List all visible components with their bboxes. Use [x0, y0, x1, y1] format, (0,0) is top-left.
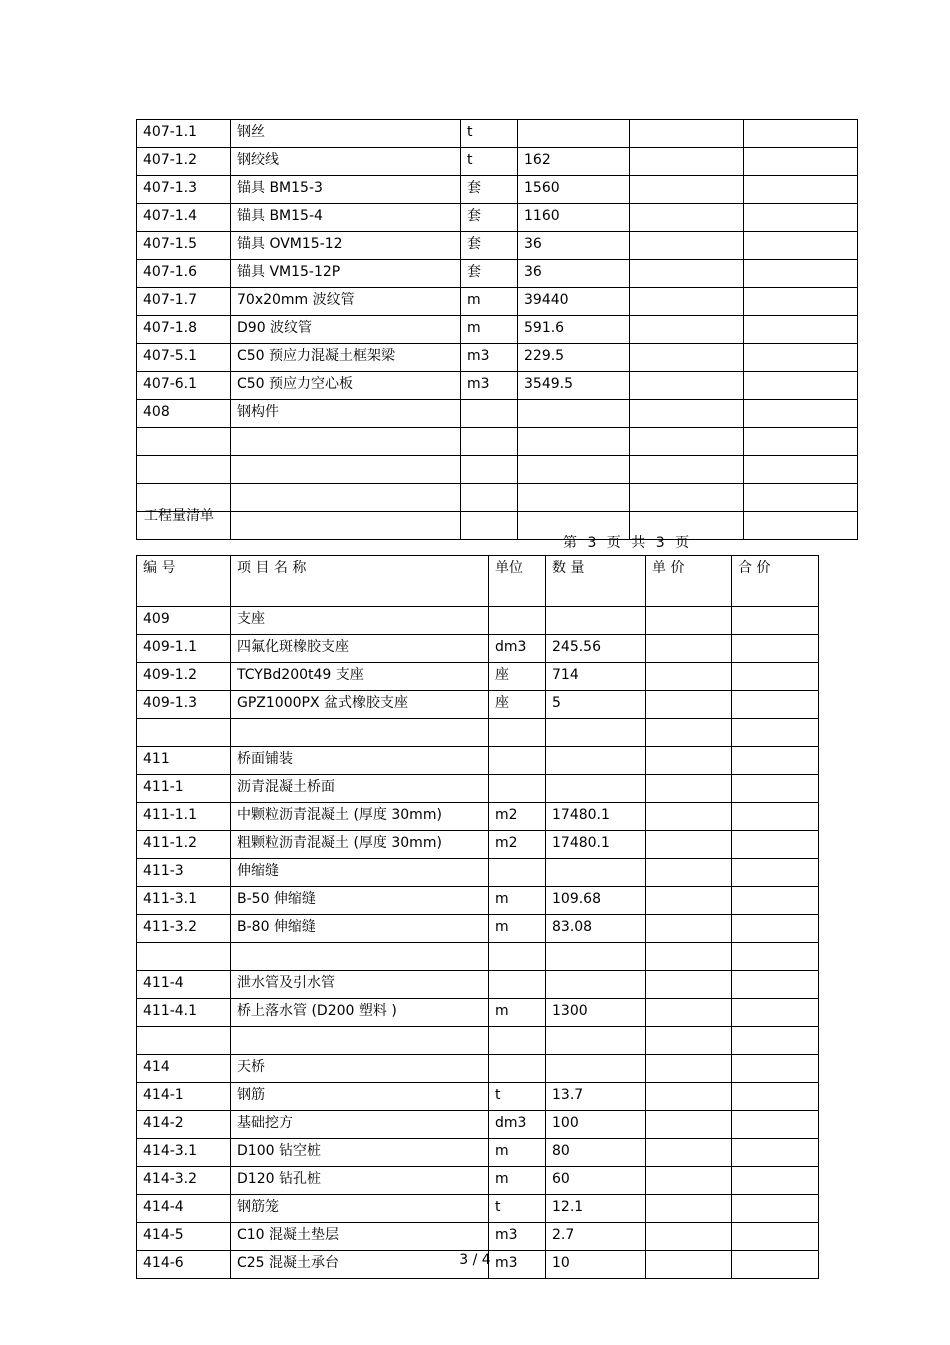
- table-cell: C50 预应力混凝土框架梁: [231, 344, 461, 372]
- page-info: 第 3 页 共 3 页: [563, 535, 690, 551]
- table-cell: [744, 204, 858, 232]
- table-cell: m3: [461, 372, 518, 400]
- quantity-table: [136, 555, 819, 1279]
- table-row: [137, 204, 858, 232]
- table-cell: [231, 456, 461, 484]
- table-cell: [630, 372, 744, 400]
- table-cell: [630, 484, 744, 512]
- table-cell: [489, 943, 546, 971]
- table-cell: [630, 288, 744, 316]
- table-cell: [744, 456, 858, 484]
- table-cell: [732, 887, 819, 915]
- table-cell: [630, 232, 744, 260]
- table-cell: 411-1.1: [137, 803, 231, 831]
- table-cell: [231, 1027, 489, 1055]
- table-cell: 411-4.1: [137, 999, 231, 1027]
- table-cell: [630, 344, 744, 372]
- table-cell: [732, 635, 819, 663]
- table-cell: [231, 512, 461, 540]
- table-cell: [744, 484, 858, 512]
- table-cell: [732, 1139, 819, 1167]
- table-cell: D120 钻孔桩: [231, 1167, 489, 1195]
- table-cell: [732, 1223, 819, 1251]
- table-cell: 407-6.1: [137, 372, 231, 400]
- table-row: [137, 484, 858, 512]
- table-cell: 1160: [518, 204, 630, 232]
- table-cell: [646, 859, 732, 887]
- table-cell: [646, 831, 732, 859]
- table-cell: [137, 1027, 231, 1055]
- table-cell: 座: [489, 691, 546, 719]
- table-cell: [461, 400, 518, 428]
- table-cell: 钢构件: [231, 400, 461, 428]
- table-cell: [489, 1055, 546, 1083]
- table-cell: D100 钻空桩: [231, 1139, 489, 1167]
- table-cell: 基础挖方: [231, 1111, 489, 1139]
- table-cell: 411-3.2: [137, 915, 231, 943]
- table-row: [137, 1111, 819, 1139]
- table-cell: [630, 428, 744, 456]
- table-cell: 411-3: [137, 859, 231, 887]
- table-cell: 锚具 BM15-4: [231, 204, 461, 232]
- table-cell: [546, 719, 646, 747]
- table-cell: [630, 316, 744, 344]
- table-cell: [646, 1027, 732, 1055]
- table-cell: 407-1.6: [137, 260, 231, 288]
- table-cell: B-80 伸缩缝: [231, 915, 489, 943]
- table-cell: t: [461, 148, 518, 176]
- table-cell: dm3: [489, 635, 546, 663]
- table-cell: 座: [489, 663, 546, 691]
- table-cell: t: [489, 1195, 546, 1223]
- table-cell: [518, 456, 630, 484]
- table-row: [137, 512, 858, 540]
- table-cell: [744, 232, 858, 260]
- table-row: [137, 1055, 819, 1083]
- table-cell: 409-1.1: [137, 635, 231, 663]
- table-cell: [744, 428, 858, 456]
- table-row: [137, 1139, 819, 1167]
- table-cell: 414-3.1: [137, 1139, 231, 1167]
- table-row: [137, 344, 858, 372]
- table-cell: 17480.1: [546, 803, 646, 831]
- table-row: [137, 260, 858, 288]
- table-cell: m: [489, 915, 546, 943]
- table-cell: 12.1: [546, 1195, 646, 1223]
- table-row: [137, 1195, 819, 1223]
- table-row: [137, 232, 858, 260]
- table-cell: 39440: [518, 288, 630, 316]
- table-row: [137, 915, 819, 943]
- table-cell: 409-1.3: [137, 691, 231, 719]
- table-cell: 414-1: [137, 1083, 231, 1111]
- table-cell: [630, 120, 744, 148]
- table-row: [137, 1027, 819, 1055]
- table-cell: 414-2: [137, 1111, 231, 1139]
- table-cell: [630, 260, 744, 288]
- table-cell: 407-1.2: [137, 148, 231, 176]
- table-cell: 天桥: [231, 1055, 489, 1083]
- table-row: [137, 1167, 819, 1195]
- table-cell: 83.08: [546, 915, 646, 943]
- table-cell: 套: [461, 260, 518, 288]
- table-cell: 162: [518, 148, 630, 176]
- table-cell: [546, 971, 646, 999]
- table-cell: [489, 747, 546, 775]
- table-cell: 钢丝: [231, 120, 461, 148]
- table-cell: 407-1.1: [137, 120, 231, 148]
- table-cell: 414-6: [137, 1251, 231, 1279]
- table-cell: [744, 176, 858, 204]
- table-row: [137, 316, 858, 344]
- table-cell: 2.7: [546, 1223, 646, 1251]
- table-cell: m: [461, 288, 518, 316]
- table-row: [137, 859, 819, 887]
- table-cell: [630, 204, 744, 232]
- table-cell: [646, 607, 732, 635]
- table-cell: 407-1.8: [137, 316, 231, 344]
- table-cell: [646, 971, 732, 999]
- table-cell: t: [489, 1083, 546, 1111]
- table-cell: 70x20mm 波纹管: [231, 288, 461, 316]
- table-cell: 407-1.7: [137, 288, 231, 316]
- table-row: [137, 428, 858, 456]
- table-cell: [646, 1055, 732, 1083]
- table-cell: 17480.1: [546, 831, 646, 859]
- table-cell: 591.6: [518, 316, 630, 344]
- table-cell: m: [489, 887, 546, 915]
- table-cell: m: [461, 316, 518, 344]
- table-cell: [744, 288, 858, 316]
- table-cell: [231, 484, 461, 512]
- table-cell: C25 混凝土承台: [231, 1251, 489, 1279]
- table-cell: 1300: [546, 999, 646, 1027]
- table-cell: [646, 775, 732, 803]
- table-cell: [646, 635, 732, 663]
- table-cell: 407-1.3: [137, 176, 231, 204]
- table-cell: 411-4: [137, 971, 231, 999]
- header-cell: 单 价: [646, 556, 732, 607]
- table-cell: [231, 719, 489, 747]
- table-row: [137, 148, 858, 176]
- header-cell: 数 量: [546, 556, 646, 607]
- table-cell: [646, 1195, 732, 1223]
- table-cell: 锚具 BM15-3: [231, 176, 461, 204]
- table-cell: [732, 943, 819, 971]
- table-cell: [732, 691, 819, 719]
- table-cell: 钢绞线: [231, 148, 461, 176]
- table-cell: [732, 1111, 819, 1139]
- table-cell: 四氟化斑橡胶支座: [231, 635, 489, 663]
- table-cell: [489, 719, 546, 747]
- table-cell: m3: [489, 1223, 546, 1251]
- table-row: [137, 943, 819, 971]
- table-cell: 407-5.1: [137, 344, 231, 372]
- table-row: [137, 719, 819, 747]
- header-cell: 合 价: [732, 556, 819, 607]
- table-cell: 714: [546, 663, 646, 691]
- table-header-row: [137, 556, 819, 607]
- table-cell: 泄水管及引水管: [231, 971, 489, 999]
- table-cell: [732, 859, 819, 887]
- table-cell: [546, 747, 646, 775]
- table-cell: 锚具 VM15-12P: [231, 260, 461, 288]
- table-cell: 411-3.1: [137, 887, 231, 915]
- table-row: [137, 831, 819, 859]
- table-cell: 80: [546, 1139, 646, 1167]
- table-cell: [732, 1167, 819, 1195]
- table-cell: [732, 775, 819, 803]
- table-cell: [744, 316, 858, 344]
- table-cell: [732, 1055, 819, 1083]
- header-cell: 单位: [489, 556, 546, 607]
- table-cell: 钢筋笼: [231, 1195, 489, 1223]
- table-cell: [137, 456, 231, 484]
- table-cell: [732, 803, 819, 831]
- table-cell: [630, 456, 744, 484]
- table-cell: 414: [137, 1055, 231, 1083]
- table-cell: 支座: [231, 607, 489, 635]
- quantity-table-continued: [136, 119, 858, 540]
- table-cell: 414-5: [137, 1223, 231, 1251]
- table-cell: [461, 484, 518, 512]
- table-cell: [744, 148, 858, 176]
- table-cell: m3: [461, 344, 518, 372]
- table-row: [137, 635, 819, 663]
- table-row: [137, 747, 819, 775]
- table-cell: 411-1: [137, 775, 231, 803]
- table-cell: C10 混凝土垫层: [231, 1223, 489, 1251]
- table-cell: [546, 859, 646, 887]
- table-row: [137, 400, 858, 428]
- table-cell: [630, 176, 744, 204]
- table-cell: 3549.5: [518, 372, 630, 400]
- table-cell: [646, 999, 732, 1027]
- table-cell: 408: [137, 400, 231, 428]
- table-cell: [646, 943, 732, 971]
- table-cell: 沥青混凝土桥面: [231, 775, 489, 803]
- table-cell: [732, 1027, 819, 1055]
- table-cell: [489, 1027, 546, 1055]
- table-cell: [744, 120, 858, 148]
- table-cell: B-50 伸缩缝: [231, 887, 489, 915]
- table-cell: [231, 943, 489, 971]
- table-cell: [518, 120, 630, 148]
- table-cell: 36: [518, 260, 630, 288]
- table-cell: [518, 484, 630, 512]
- table-cell: TCYBd200t49 支座: [231, 663, 489, 691]
- table-cell: [461, 512, 518, 540]
- table-cell: [646, 1083, 732, 1111]
- table-cell: [646, 887, 732, 915]
- table-cell: 伸缩缝: [231, 859, 489, 887]
- table-row: [137, 999, 819, 1027]
- table-cell: 5: [546, 691, 646, 719]
- table-cell: [732, 607, 819, 635]
- table-cell: [489, 775, 546, 803]
- table-cell: [137, 719, 231, 747]
- table-cell: [461, 428, 518, 456]
- table-row: [137, 803, 819, 831]
- table-cell: [646, 1223, 732, 1251]
- table-cell: 109.68: [546, 887, 646, 915]
- table-cell: [646, 691, 732, 719]
- table-cell: [630, 400, 744, 428]
- table-cell: [546, 1027, 646, 1055]
- table-cell: m3: [489, 1251, 546, 1279]
- table-cell: dm3: [489, 1111, 546, 1139]
- table-cell: C50 预应力空心板: [231, 372, 461, 400]
- table-cell: 粗颗粒沥青混凝土 (厚度 30mm): [231, 831, 489, 859]
- table-cell: [646, 747, 732, 775]
- table-cell: t: [461, 120, 518, 148]
- table-cell: m: [489, 999, 546, 1027]
- table-cell: 套: [461, 176, 518, 204]
- table-cell: [546, 607, 646, 635]
- table-cell: [646, 663, 732, 691]
- table-row: [137, 1223, 819, 1251]
- table-cell: m: [489, 1139, 546, 1167]
- table-cell: [489, 859, 546, 887]
- table-cell: [518, 400, 630, 428]
- table-cell: [546, 1055, 646, 1083]
- table-row: [137, 120, 858, 148]
- table-cell: 钢筋: [231, 1083, 489, 1111]
- table-cell: m: [489, 1167, 546, 1195]
- table-cell: [732, 915, 819, 943]
- table-cell: [646, 719, 732, 747]
- table-cell: 桥上落水管 (D200 塑料 ): [231, 999, 489, 1027]
- header-cell: 项 目 名 称: [231, 556, 489, 607]
- table-cell: [489, 607, 546, 635]
- table-cell: D90 波纹管: [231, 316, 461, 344]
- table-row: [137, 971, 819, 999]
- table-cell: [744, 400, 858, 428]
- table-cell: [630, 148, 744, 176]
- table-cell: [646, 1111, 732, 1139]
- table-cell: [518, 428, 630, 456]
- table-cell: 414-4: [137, 1195, 231, 1223]
- table-cell: 套: [461, 232, 518, 260]
- table-cell: [231, 428, 461, 456]
- table-cell: [732, 1083, 819, 1111]
- table-cell: [732, 1195, 819, 1223]
- table-row: [137, 1083, 819, 1111]
- table-cell: [732, 971, 819, 999]
- table-cell: [732, 999, 819, 1027]
- table-cell: 1560: [518, 176, 630, 204]
- table-cell: m2: [489, 831, 546, 859]
- page-number: 3 / 4: [459, 1252, 491, 1268]
- table-cell: GPZ1000PX 盆式橡胶支座: [231, 691, 489, 719]
- table-cell: [137, 428, 231, 456]
- table-cell: [646, 803, 732, 831]
- table-cell: 36: [518, 232, 630, 260]
- table-cell: [461, 456, 518, 484]
- table-row: [137, 691, 819, 719]
- table-cell: 245.56: [546, 635, 646, 663]
- table-cell: 407-1.4: [137, 204, 231, 232]
- table-cell: [489, 971, 546, 999]
- table-row: [137, 456, 858, 484]
- table-cell: [546, 775, 646, 803]
- table-cell: 409-1.2: [137, 663, 231, 691]
- table-cell: [546, 943, 646, 971]
- table-cell: [732, 831, 819, 859]
- table-cell: [646, 1167, 732, 1195]
- table-row: [137, 372, 858, 400]
- table-cell: [744, 372, 858, 400]
- table-cell: [732, 719, 819, 747]
- table-cell: 13.7: [546, 1083, 646, 1111]
- table-cell: 中颗粒沥青混凝土 (厚度 30mm): [231, 803, 489, 831]
- table-row: [137, 663, 819, 691]
- table-cell: [744, 512, 858, 540]
- table-cell: 10: [546, 1251, 646, 1279]
- table-cell: 60: [546, 1167, 646, 1195]
- table-cell: [732, 747, 819, 775]
- table-cell: m2: [489, 803, 546, 831]
- table-cell: 407-1.5: [137, 232, 231, 260]
- table-cell: [646, 915, 732, 943]
- table-cell: 229.5: [518, 344, 630, 372]
- section-title: 工程量清单: [144, 508, 214, 524]
- header-cell: 编 号: [137, 556, 231, 607]
- table-row: [137, 775, 819, 803]
- table-cell: 锚具 OVM15-12: [231, 232, 461, 260]
- table-row: [137, 288, 858, 316]
- table-cell: [744, 260, 858, 288]
- table-cell: 桥面铺装: [231, 747, 489, 775]
- table-row: [137, 887, 819, 915]
- table-cell: 411-1.2: [137, 831, 231, 859]
- table-cell: 409: [137, 607, 231, 635]
- table-cell: [732, 663, 819, 691]
- table-cell: [646, 1139, 732, 1167]
- table-cell: [744, 344, 858, 372]
- table-cell: [137, 943, 231, 971]
- table-row: [137, 607, 819, 635]
- table-cell: 411: [137, 747, 231, 775]
- table-cell: 414-3.2: [137, 1167, 231, 1195]
- table-cell: 100: [546, 1111, 646, 1139]
- table-cell: 套: [461, 204, 518, 232]
- table-row: [137, 176, 858, 204]
